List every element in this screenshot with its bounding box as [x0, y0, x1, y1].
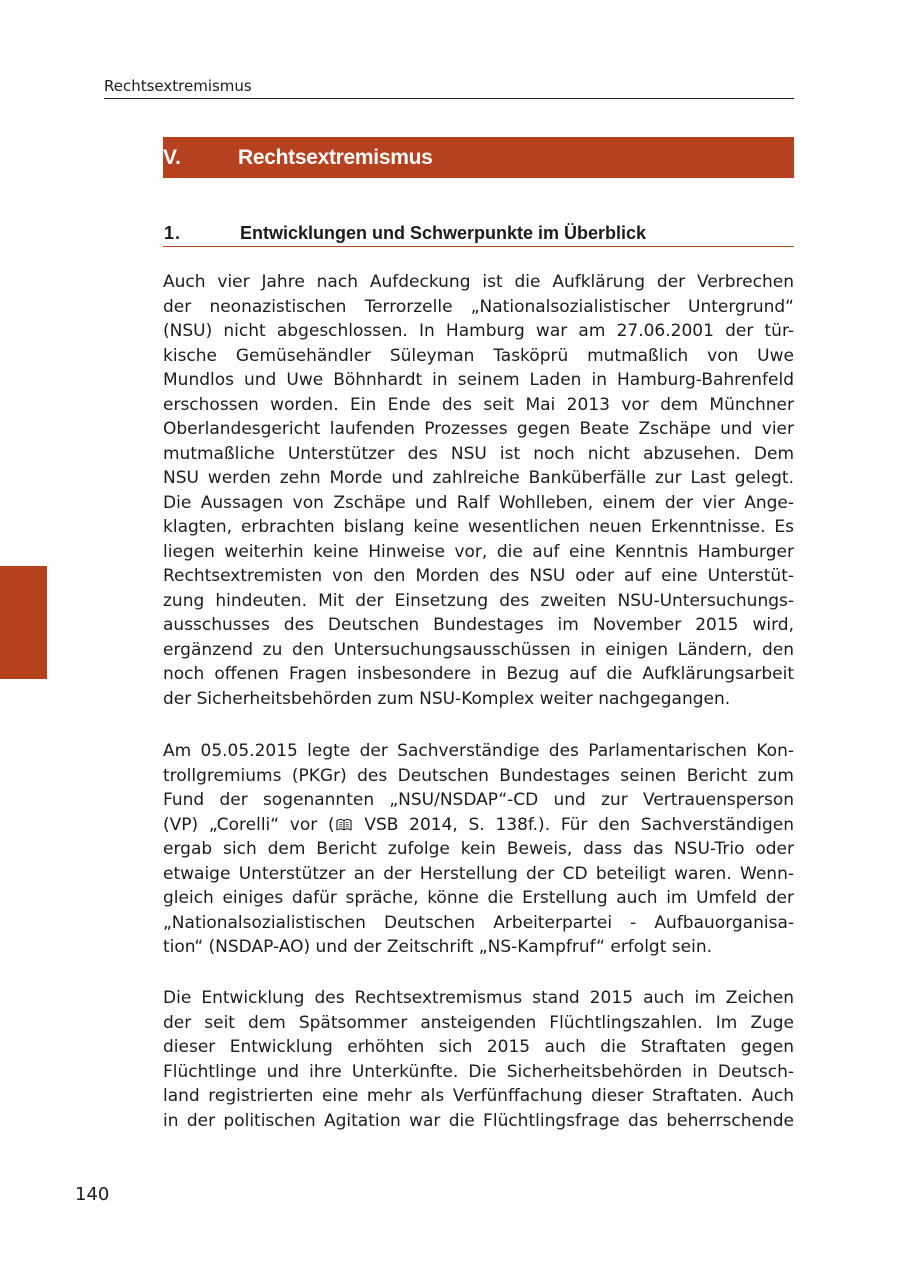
text-line: Flüchtlinge und ihre Unterkünfte. Die Sicherheitsbehörden in Deutsch- — [163, 1061, 794, 1082]
paragraph-2 — [163, 739, 794, 960]
chapter-tab-marker — [0, 566, 47, 679]
text-line: etwaige Unterstützer an der Herstellung der CD beteiligt waren. Wenn- — [163, 863, 794, 884]
text-line: ergänzend zu den Untersuchungsausschüssen in einigen Ländern, den — [163, 639, 794, 660]
text-line: „Nationalsozialistischen Deutschen Arbeiterpartei - Aufbauorganisa- — [163, 912, 794, 933]
text-line-with-reference — [163, 813, 794, 838]
text-line: noch offenen Fragen insbesondere in Bezug auf die Aufklärungsarbeit — [163, 664, 794, 684]
section-heading — [163, 221, 794, 247]
text-line: ergab sich dem Bericht zufolge kein Beweis, dass das NSU-Trio oder — [163, 839, 794, 859]
text-line: kische Gemüsehändler Süleyman Tasköprü mutmaßlich von Uwe — [163, 345, 794, 366]
text-line: der neonazistischen Terrorzelle „Nationalsozialistischer Untergrund“ — [163, 296, 794, 317]
text-line: der seit dem Spätsommer ansteigenden Flüchtlingszahlen. Im Zuge — [163, 1012, 794, 1033]
text-line: liegen weiterhin keine Hinweise vor, die auf eine Kenntnis Hamburger — [163, 541, 794, 562]
page-number: 140 — [75, 1184, 110, 1205]
text-line: Fund der sogenannten „NSU/NSDAP“-CD und zur Vertrauensperson — [163, 790, 794, 810]
text-line: land registrierten eine mehr als Verfünffachung dieser Straftaten. Auch — [163, 1086, 794, 1106]
text-fragment: VSB 2014, S. 138f.). Für den Sachverständigen — [353, 814, 794, 835]
text-line: Auch vier Jahre nach Aufdeckung ist die Aufklärung der Verbrechen — [163, 272, 794, 292]
text-line: trollgremiums (PKGr) des Deutschen Bundestages seinen Bericht zum — [163, 765, 794, 786]
chapter-number: V. — [163, 146, 181, 169]
text-line: Oberlandesgericht laufenden Prozesses gegen Beate Zschäpe und vier — [163, 419, 794, 439]
running-header: Rechtsextremismus — [104, 76, 794, 99]
text-line: tion“ (NSDAP-AO) und der Zeitschrift „NS-Kampfruf“ erfolgt sein. — [163, 937, 712, 957]
text-line: zung hindeuten. Mit der Einsetzung des zweiten NSU-Untersuchungs- — [163, 590, 794, 611]
text-line: dieser Entwicklung erhöhten sich 2015 auch die Straftaten gegen — [163, 1037, 794, 1057]
chapter-heading-bar — [163, 137, 794, 178]
text-line: Die Aussagen von Zschäpe und Ralf Wohlleben, einem der vier Ange- — [163, 492, 794, 513]
text-line: Rechtsextremisten von den Morden des NSU oder auf eine Unterstüt- — [163, 566, 794, 586]
text-line: gleich einiges dafür spräche, könne die Erstellung auch im Umfeld der — [163, 888, 794, 908]
chapter-title: Rechtsextremismus — [238, 146, 433, 169]
text-line: der Sicherheitsbehörden zum NSU-Komplex weiter nachgegangen. — [163, 688, 731, 709]
paragraph-1 — [163, 270, 794, 711]
text-fragment: (VP) „Corelli“ vor ( — [163, 814, 335, 835]
text-line: in der politischen Agitation war die Flüchtlingsfrage das beherrschende — [163, 1110, 794, 1131]
text-line: klagten, erbrachten bislang keine wesentlichen neuen Erkenntnisse. Es — [163, 517, 794, 537]
text-line: ausschusses des Deutschen Bundestages im November 2015 wird, — [163, 615, 794, 635]
text-line: NSU werden zehn Morde und zahlreiche Banküberfälle zur Last gelegt. — [163, 468, 794, 488]
section-number: 1. — [164, 223, 182, 243]
text-line: Die Entwicklung des Rechtsextremismus stand 2015 auch im Zeichen — [163, 988, 794, 1008]
text-line: mutmaßliche Unterstützer des NSU ist noch nicht abzusehen. Dem — [163, 443, 794, 464]
book-reference-icon — [336, 818, 352, 831]
paragraph-3 — [163, 986, 794, 1133]
text-line: erschossen worden. Ein Ende des seit Mai 2013 vor dem Münchner — [163, 394, 794, 415]
text-line: Mundlos und Uwe Böhnhardt in seinem Laden in Hamburg-Bahrenfeld — [163, 370, 794, 390]
section-title: Entwicklungen und Schwerpunkte im Überblick — [240, 223, 647, 243]
text-line: Am 05.05.2015 legte der Sachverständige des Parlamentarischen Kon- — [163, 741, 794, 761]
text-line: (NSU) nicht abgeschlossen. In Hamburg war am 27.06.2001 der tür- — [163, 321, 794, 341]
